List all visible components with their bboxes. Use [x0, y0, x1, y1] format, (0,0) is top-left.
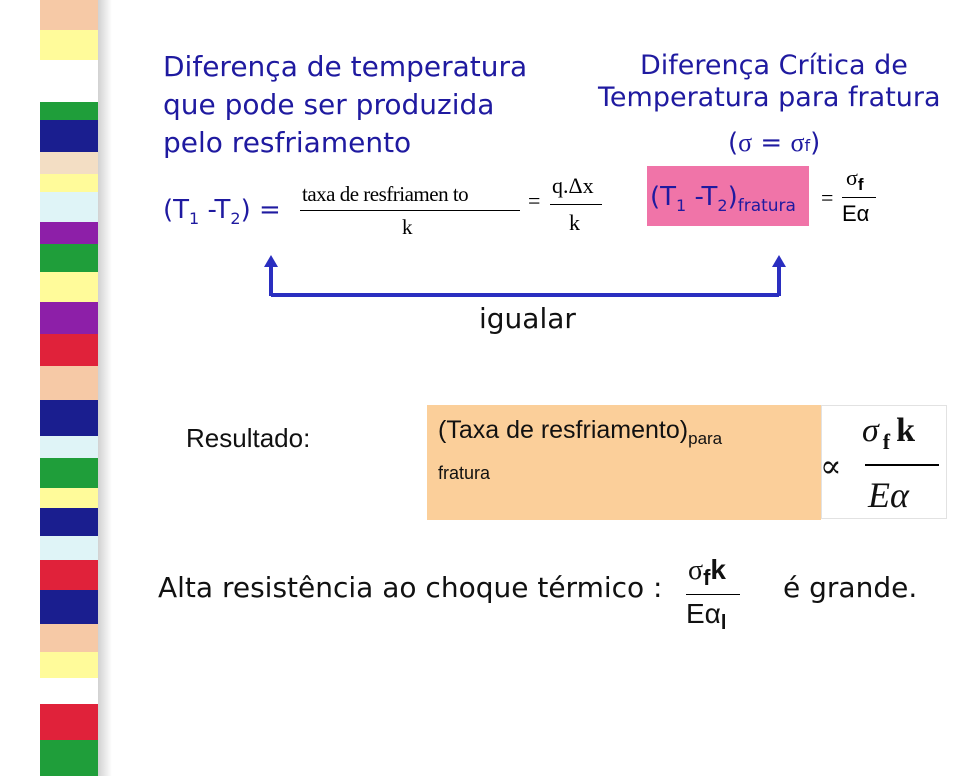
result-fraction-bar: [865, 464, 939, 466]
stripe-shadow: [98, 0, 112, 776]
rhs-num-f: f: [857, 175, 864, 194]
left-equals: =: [528, 188, 541, 213]
right-fraction-bar: [842, 197, 876, 198]
right-heading-line2: Temperatura para fratura: [598, 82, 941, 113]
rhs-sub-1: 1: [676, 196, 687, 215]
bottom-num-k: k: [710, 554, 726, 585]
left-heading-line1: Diferença de temperatura: [163, 50, 528, 83]
lhs-close: ) =: [240, 195, 281, 225]
stress-condition: [728, 128, 820, 158]
rhs-sub-2: 2: [717, 196, 728, 215]
result-box-line1: (Taxa de resfriamento): [438, 416, 689, 444]
bottom-num-f: f: [703, 565, 711, 590]
condition-sigma-f: σ: [790, 128, 805, 157]
rhs-num-sigma: σ: [846, 165, 858, 190]
right-heading-line1: Diferença Crítica de: [640, 50, 908, 81]
bottom-num-sigma: σ: [688, 555, 704, 586]
result-box-text: [438, 416, 722, 449]
result-label: Resultado:: [186, 423, 311, 453]
left-numerator2: q.Δx: [552, 173, 594, 198]
lhs-t2: -T: [199, 195, 231, 225]
rhs-sub-fratura: fratura: [737, 196, 796, 216]
right-arrow-head: [772, 255, 786, 267]
bottom-den-l: l: [720, 612, 727, 634]
igualar-connector: [262, 255, 792, 303]
lhs-sub-2: 2: [230, 209, 241, 228]
condition-close: ): [810, 128, 821, 158]
proportional-symbol: ∝: [820, 448, 842, 484]
left-heading: [163, 48, 527, 162]
left-arrow-head: [264, 255, 278, 267]
bottom-fraction-bar: [686, 594, 740, 595]
right-equals: =: [821, 185, 834, 210]
right-formula-lhs: [650, 182, 796, 216]
condition-eq: =: [752, 128, 791, 158]
rhs-close: ): [727, 182, 738, 212]
condition-sub-f: f: [804, 136, 811, 155]
left-fraction-bar: [300, 210, 520, 211]
left-denominator: k: [402, 215, 413, 239]
result-numerator: [862, 412, 915, 455]
right-heading: [598, 50, 941, 114]
left-formula-lhs: [163, 195, 281, 228]
left-numerator: taxa de resfriamen to: [302, 182, 469, 206]
right-numerator: [846, 165, 864, 195]
bottom-numerator: [688, 553, 726, 591]
result-box-sub: para: [688, 429, 723, 448]
rhs-t1: (T: [650, 182, 677, 212]
result-box-line2: fratura: [438, 463, 491, 483]
lhs-t1: (T: [163, 195, 190, 225]
igualar-label: igualar: [479, 302, 576, 335]
condition-sigma: σ: [738, 128, 753, 157]
left-denominator2: k: [569, 210, 580, 235]
left-heading-line2: que pode ser produzida: [163, 88, 495, 121]
bottom-suffix: é grande.: [783, 571, 918, 604]
bottom-text: Alta resistência ao choque térmico :: [158, 571, 663, 604]
bottom-denominator: [686, 598, 726, 635]
result-num-k: k: [896, 412, 916, 449]
left-heading-line3: pelo resfriamento: [163, 126, 412, 159]
lhs-sub-1: 1: [189, 209, 200, 228]
result-denominator: Eα: [868, 475, 909, 515]
decorative-stripe: [40, 0, 98, 776]
right-denominator: Eα: [842, 201, 870, 226]
result-num-f: f: [882, 429, 891, 454]
result-num-sigma: σ: [862, 412, 879, 449]
rhs-t2: -T: [686, 182, 718, 212]
bottom-den-ealpha: Eα: [686, 598, 721, 629]
left-fraction-bar2: [550, 204, 602, 205]
condition-open: (: [728, 128, 739, 158]
